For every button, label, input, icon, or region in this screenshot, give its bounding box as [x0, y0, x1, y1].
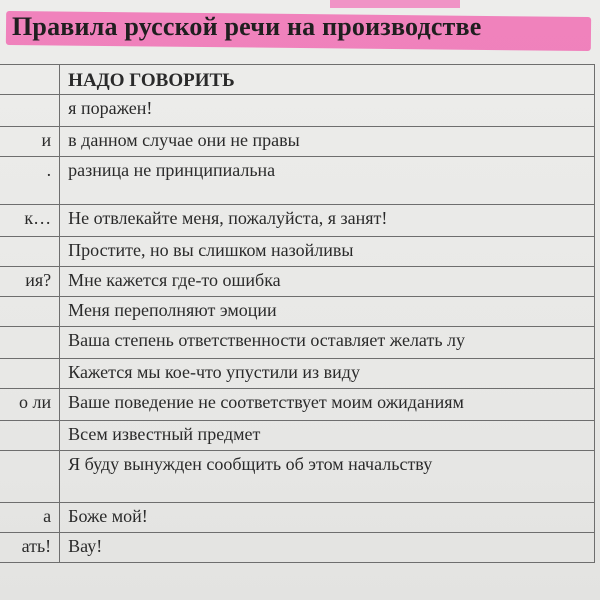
table-row [0, 533, 595, 563]
left-cell [0, 389, 60, 421]
title-area [0, 0, 600, 58]
left-cell [0, 503, 60, 533]
left-cell [0, 157, 60, 205]
table-row [0, 267, 595, 297]
header-right-cell [60, 65, 595, 95]
right-cell-text: Простите, но вы слишком назойливы [68, 240, 354, 260]
table-row [0, 205, 595, 237]
table-row [0, 127, 595, 157]
page-title: Правила русской речи на производстве [12, 12, 482, 41]
table-row [0, 327, 595, 359]
rules-table [0, 64, 595, 563]
left-cell [0, 359, 60, 389]
table-row [0, 389, 595, 421]
table-header-row [0, 65, 595, 95]
left-cell [0, 533, 60, 563]
right-cell [60, 157, 595, 205]
right-cell-text: в данном случае они не правы [68, 130, 300, 150]
left-cell-text: к… [24, 208, 52, 228]
left-cell-text: о ли [19, 392, 52, 412]
right-cell [60, 451, 595, 503]
right-cell-text: я поражен! [68, 98, 153, 118]
left-cell [0, 297, 60, 327]
table-row [0, 297, 595, 327]
table-row [0, 503, 595, 533]
table-row [0, 451, 595, 503]
right-cell-text: Ваше поведение не соответствует моим ожиданиям [68, 392, 464, 412]
right-cell [60, 327, 595, 359]
left-cell-text: и [41, 130, 52, 150]
right-cell [60, 389, 595, 421]
left-cell [0, 327, 60, 359]
table-row [0, 421, 595, 451]
right-cell-text: Кажется мы кое-что упустили из виду [68, 362, 360, 382]
left-cell [0, 421, 60, 451]
table-row [0, 359, 595, 389]
right-cell [60, 533, 595, 563]
left-cell-text: ать! [21, 536, 52, 556]
header-left-cell [0, 65, 60, 95]
left-cell-text: ия? [25, 270, 52, 290]
right-cell [60, 297, 595, 327]
table-row [0, 157, 595, 205]
left-cell [0, 95, 60, 127]
right-cell-text: Я буду вынужден сообщить об этом начальству [68, 454, 433, 474]
right-cell-text: Не отвлекайте меня, пожалуйста, я занят! [68, 208, 388, 228]
table-row [0, 95, 595, 127]
right-cell [60, 267, 595, 297]
right-cell-text: разница не принципиальна [68, 160, 276, 180]
table-row [0, 237, 595, 267]
right-cell [60, 205, 595, 237]
right-cell-text: Вау! [68, 536, 103, 556]
left-cell [0, 127, 60, 157]
right-cell-text: Ваша степень ответственности оставляет желать лу [68, 330, 466, 350]
right-cell [60, 95, 595, 127]
right-cell-text: Меня переполняют эмоции [68, 300, 277, 320]
left-cell [0, 267, 60, 297]
right-cell-text: Мне кажется где-то ошибка [68, 270, 281, 290]
left-cell [0, 237, 60, 267]
right-cell [60, 237, 595, 267]
left-cell [0, 451, 60, 503]
right-cell-text: Боже мой! [68, 506, 148, 526]
right-cell-text: Всем известный предмет [68, 424, 261, 444]
left-cell [0, 205, 60, 237]
right-cell [60, 359, 595, 389]
right-cell [60, 127, 595, 157]
left-cell-text: . [46, 160, 52, 180]
right-cell [60, 421, 595, 451]
left-cell-text: а [43, 506, 52, 526]
column-header: НАДО ГОВОРИТЬ [68, 70, 235, 91]
right-cell [60, 503, 595, 533]
